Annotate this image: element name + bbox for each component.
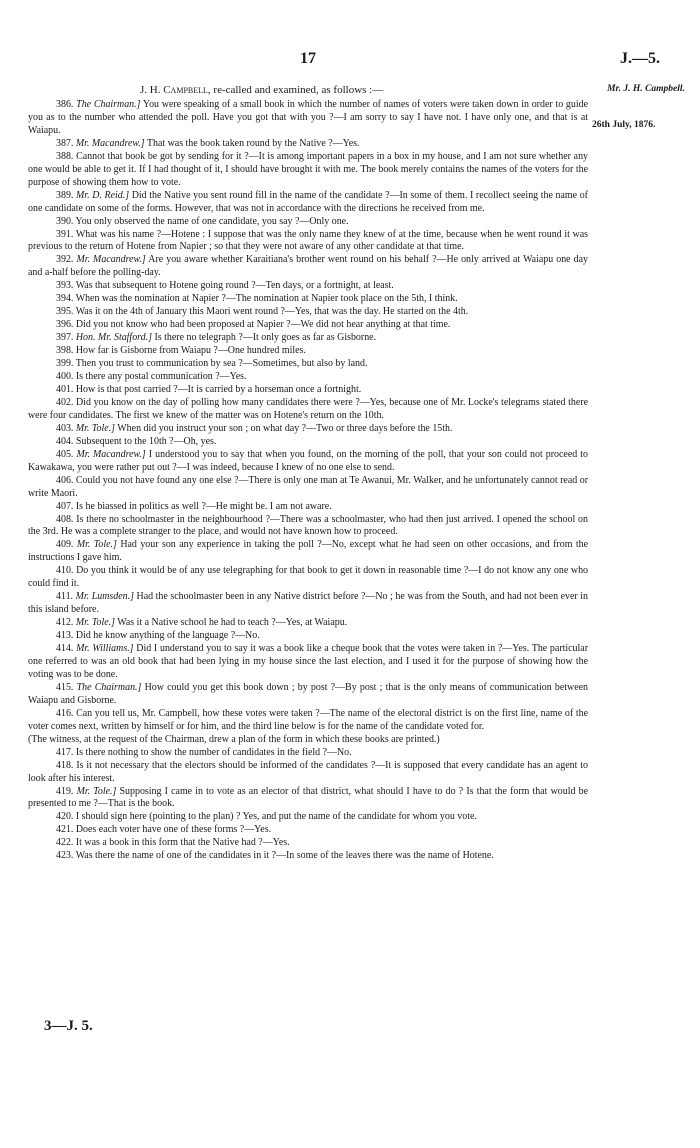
- statement-text: Was there the name of one of the candidates in it ?—In some of the leaves there was the name of Hotene.: [75, 850, 494, 862]
- statement-text: Are you aware whether Karaitiana's brother went round on his behalf ?—He only arrived at Waiapu one day and a-half before the polling-day.: [28, 254, 588, 279]
- question-answer: [28, 565, 588, 591]
- statement-text: Subsequent to the 10th ?—Oh, yes.: [75, 435, 217, 447]
- statement-text: I understood you to say that when you found, on the morning of the poll, that your son could not proceed to Kawakawa, you were rather put out ?—I was indeed, because I knew of no one else to send.: [28, 448, 588, 473]
- question-number: 397.: [56, 332, 74, 344]
- question-answer: [28, 229, 588, 255]
- statement-text: You were speaking of a small book in which the number of names of voters were taken down in order to guide you as to the number who attended the poll. Have you got that with you ?—I am sorry to say I have not. I have only one, and that is at Waiapu.: [28, 99, 589, 136]
- question-number: 423.: [56, 850, 74, 862]
- question-answer: [28, 138, 588, 151]
- statement-text: Is he biassed in politics as well ?—He might be. I am not aware.: [75, 500, 332, 512]
- speaker: Mr. Tole.]: [76, 539, 117, 551]
- question-number: 411.: [56, 591, 74, 603]
- document-reference: J.—5.: [620, 50, 660, 67]
- statement-text: Is there any postal communication ?—Yes.: [75, 371, 247, 383]
- statement-text: How far is Gisborne from Waiapu ?—One hundred miles.: [75, 345, 306, 357]
- speaker: Mr. Tole.]: [76, 785, 117, 797]
- question-number: 400.: [56, 371, 74, 383]
- question-answer: [28, 384, 588, 397]
- question-number: 412.: [56, 617, 74, 629]
- question-answer: [28, 423, 588, 436]
- question-number: 407.: [56, 500, 74, 512]
- question-answer: [28, 539, 588, 565]
- statement-text: Did you know on the day of polling how many candidates there were ?—Yes, because one of Mr. Locke's telegrams stated there were four candidates. The first we knew of the matter was on Hotene's return on the 10th.: [28, 396, 588, 421]
- statement-text: Is there nothing to show the number of candidates in the field ?—No.: [75, 746, 352, 758]
- question-number: 415.: [56, 681, 74, 693]
- question-number: 422.: [56, 837, 74, 849]
- question-answer: [28, 99, 588, 138]
- question-number: 402.: [56, 396, 74, 408]
- question-answer: [28, 682, 588, 708]
- speaker: Hon. Mr. Stafford.]: [75, 332, 152, 344]
- speaker: The Chairman.]: [76, 681, 142, 693]
- statement-text: Did the Native you sent round fill in the name of the candidate ?—In some of them. I recollect seeing the name of one candidate on some of the forms. However, that was not in accordance with the directions he received from me.: [28, 189, 588, 214]
- question-number: 390.: [56, 215, 74, 227]
- question-number: 410.: [56, 565, 74, 577]
- witness-note: [28, 734, 588, 747]
- question-number: 413.: [56, 630, 74, 642]
- question-number: 398.: [56, 345, 74, 357]
- margin-date: 26th July, 1876.: [592, 120, 656, 130]
- statement-text: It was a book in this form that the Native had ?—Yes.: [75, 837, 290, 849]
- statement-text: Supposing I came in to vote as an elector of that district, what should I have to do ? Is that the form that would be presented to me ?—That is the book.: [28, 785, 588, 810]
- speaker: Mr. Williams.]: [76, 643, 134, 655]
- question-number: 393.: [56, 280, 74, 292]
- statement-text: Had the schoolmaster been in any Native district before ?—No ; he was from the South, and had not been ever in this island before.: [28, 591, 588, 616]
- heading-rest: , re-called and examined, as follows :—: [207, 84, 384, 96]
- speaker: Mr. Macandrew.]: [76, 254, 146, 266]
- question-answer: [28, 475, 588, 501]
- witness-name: J. H. Campbell: [140, 84, 208, 96]
- statement-text: Does each voter have one of these forms ?—Yes.: [75, 824, 272, 836]
- question-answer: [28, 216, 588, 229]
- statement-text: Is there no schoolmaster in the neighbourhood ?—There was a schoolmaster, who had then just arrived. I opened the school on the 3rd. He was a complete stranger to the place, and would not have known how to proceed.: [28, 513, 588, 538]
- page-header: [0, 50, 700, 74]
- statement-text: When did you instruct your son ; on what day ?—Two or three days before the 15th.: [115, 422, 453, 434]
- question-answer: [28, 643, 588, 682]
- statement-text: Was that subsequent to Hotene going round ?—Ten days, or a fortnight, at least.: [75, 280, 394, 292]
- question-number: 399.: [56, 358, 74, 370]
- testimony-body: [28, 99, 588, 863]
- speaker: Mr. Tole.]: [75, 422, 115, 434]
- question-answer: [28, 850, 588, 863]
- question-answer: [28, 358, 588, 371]
- statement-text: (The witness, at the request of the Chairman, drew a plan of the form in which these books are printed.): [28, 733, 440, 745]
- question-number: 409.: [56, 539, 74, 551]
- question-answer: [28, 306, 588, 319]
- speaker: Mr. D. Reid.]: [76, 189, 130, 201]
- question-number: 391.: [56, 228, 74, 240]
- page-number: 17: [300, 50, 316, 67]
- question-answer: [28, 151, 588, 190]
- question-number: 395.: [56, 306, 74, 318]
- statement-text: What was his name ?—Hotene : I suppose that was the only name they knew of at the time, because when he went round it was previous to the return of Hotene from Napier ; so that they were not aware of any other candidate at that time.: [28, 228, 588, 253]
- statement-text: Can you tell us, Mr. Campbell, how these votes were taken ?—The name of the electoral district is on the first line, name of the voter comes next, written by himself or for him, and the third line below is for the name of the candidate voted for.: [28, 707, 588, 732]
- margin-witness-name: Mr. J. H. Campbell.: [607, 84, 685, 94]
- question-answer: [28, 747, 588, 760]
- statement-text: Was it on the 4th of January this Maori went round ?—Yes, that was the day. He started on the 4th.: [75, 306, 469, 318]
- question-number: 406.: [56, 474, 74, 486]
- question-number: 386.: [56, 99, 74, 110]
- examination-heading: [140, 84, 383, 96]
- question-answer: [28, 280, 588, 293]
- question-number: 417.: [56, 746, 74, 758]
- question-answer: [28, 371, 588, 384]
- question-answer: [28, 436, 588, 449]
- question-answer: [28, 397, 588, 423]
- question-number: 403.: [56, 422, 74, 434]
- statement-text: Did you not know who had been proposed at Napier ?—We did not hear anything at that time.: [75, 319, 451, 331]
- statement-text: Did I understand you to say it was a book like a cheque book that the votes were taken in ?—Yes. The particular one referred to was an old book that had been lying in my house since the last election, and I used it for the purpose of showing how the voting was to be done.: [28, 643, 589, 680]
- question-answer: [28, 449, 588, 475]
- statement-text: That was the book taken round by the Native ?—Yes.: [144, 137, 360, 149]
- statement-text: Is there no telegraph ?—It only goes as far as Gisborne.: [151, 332, 377, 344]
- question-answer: [28, 345, 588, 358]
- speaker: Mr. Macandrew.]: [76, 448, 146, 460]
- question-number: 416.: [56, 707, 74, 719]
- question-answer: [28, 254, 588, 280]
- question-answer: [28, 824, 588, 837]
- question-number: 421.: [56, 824, 74, 836]
- statement-text: Could you not have found any one else ?—There is only one man at Te Awanui, Mr. Walker, and he unfortunately cannot read or write Maori.: [28, 474, 588, 499]
- question-answer: [28, 514, 588, 540]
- question-number: 401.: [56, 383, 74, 395]
- question-number: 392.: [56, 254, 74, 266]
- question-answer: [28, 501, 588, 514]
- speaker: Mr. Lumsden.]: [75, 591, 134, 603]
- statement-text: Is it not necessary that the electors should be informed of the candidates ?—It is supposed that every candidate has an agent to look after his interest.: [28, 759, 588, 784]
- speaker: Mr. Macandrew.]: [75, 137, 145, 149]
- statement-text: Then you trust to communication by sea ?—Sometimes, but also by land.: [75, 358, 368, 370]
- question-answer: [28, 319, 588, 332]
- question-number: 405.: [56, 448, 74, 460]
- question-number: 404.: [56, 435, 74, 447]
- question-number: 420.: [56, 811, 74, 823]
- question-number: 419.: [56, 785, 74, 797]
- question-answer: [28, 591, 588, 617]
- statement-text: Cannot that book be got by sending for it ?—It is among important papers in a box in my house, and I am not sure whether any one would be able to get it. If I had thought of it, I should have brought it with me. The book merely contains the names of the voters for the purpose of showing them how to vote.: [28, 150, 589, 188]
- question-answer: [28, 332, 588, 345]
- question-number: 414.: [56, 643, 74, 655]
- question-answer: [28, 630, 588, 643]
- question-answer: [28, 293, 588, 306]
- question-answer: [28, 786, 588, 812]
- footer-signature: 3—J. 5.: [44, 1018, 93, 1034]
- statement-text: When was the nomination at Napier ?—The nomination at Napier took place on the 5th, I think.: [75, 293, 458, 305]
- question-number: 394.: [56, 293, 74, 305]
- statement-text: How could you get this book down ; by post ?—By post ; that is the only means of communication between Waiapu and Gisborne.: [28, 681, 588, 706]
- question-answer: [28, 837, 588, 850]
- statement-text: Did he know anything of the language ?—No.: [75, 630, 260, 642]
- question-answer: [28, 617, 588, 630]
- statement-text: You only observed the name of one candidate, you say ?—Only one.: [75, 215, 349, 227]
- question-answer: [28, 190, 588, 216]
- question-answer: [28, 760, 588, 786]
- statement-text: Was it a Native school he had to teach ?—Yes, at Waiapu.: [115, 617, 348, 629]
- question-number: 388.: [56, 150, 74, 162]
- statement-text: Had your son any experience in taking the poll ?—No, except what he had seen on other occasions, and from the instructions I gave him.: [28, 539, 589, 564]
- question-number: 387.: [56, 137, 74, 149]
- question-answer: [28, 708, 588, 734]
- statement-text: How is that post carried ?—It is carried by a horseman once a fortnight.: [75, 383, 362, 395]
- statement-text: I should sign here (pointing to the plan) ? Yes, and put the name of the candidate for whom you vote.: [75, 811, 477, 823]
- question-number: 418.: [56, 759, 74, 771]
- question-number: 389.: [56, 189, 74, 201]
- speaker: The Chairman.]: [76, 99, 141, 110]
- speaker: Mr. Tole.]: [75, 617, 115, 629]
- statement-text: Do you think it would be of any use telegraphing for that book to get it down in reasonable time ?—I do not know any one who could find it.: [28, 565, 589, 590]
- question-number: 408.: [56, 513, 74, 525]
- question-number: 396.: [56, 319, 74, 331]
- question-answer: [28, 811, 588, 824]
